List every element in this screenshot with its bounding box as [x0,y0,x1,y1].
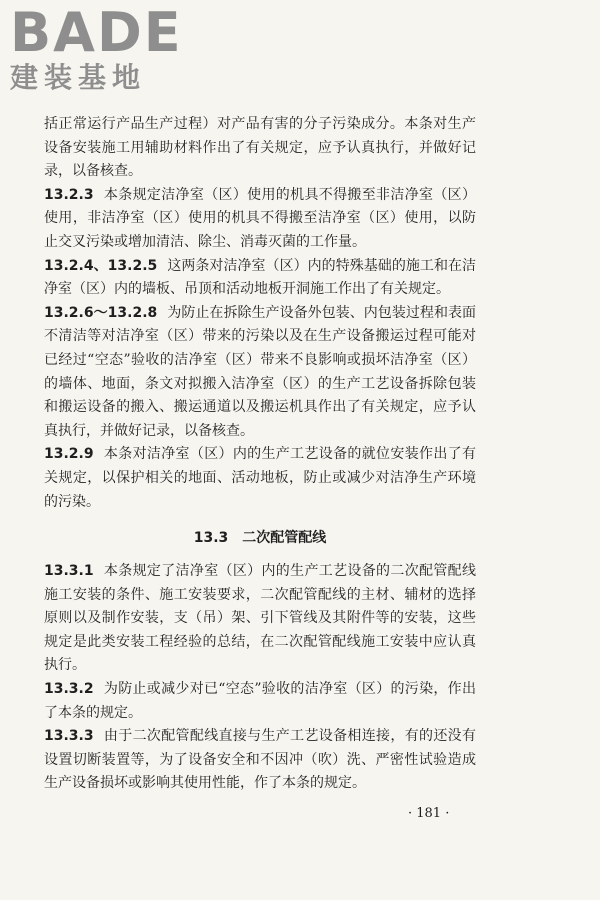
section-number: 13.3 [193,530,229,547]
paragraph-text: 这两条对洁净室（区）内的特殊基础的施工和在洁净室（区）内的墙板、吊顶和活动地板开洞施工作出了有关规定。 [44,257,477,298]
section-heading [44,526,476,550]
paragraph [44,678,476,725]
page-number: · 181 · [408,806,450,821]
logo [10,1,210,94]
clause-number: 13.3.1 [44,563,94,580]
paragraph-text: 为防止在拆除生产设备外包装、内包装过程和表面不清洁等对洁净室（区）带来的污染以及在生产设备搬运过程可能对已经过“空态”验收的洁净室（区）带来不良影响或损坏洁净室（区）的墙体、地面，条文对拟搬入洁净室（区）的生产工艺设备拆除包装和搬运设备的搬入、搬运通道以及搬运机具作出了有关规定，应予认真执行，并做好记录，以备核查。 [44,304,477,439]
clause-number: 13.2.3 [44,186,94,203]
paragraph [44,443,476,514]
paragraph [44,184,476,255]
clause-number: 13.2.9 [44,446,94,463]
paragraph [44,302,476,444]
paragraph-text: 括正常运行产品生产过程）对产品有害的分子污染成分。本条对生产设备安装施工用辅助材料作出了有关规定，应予认真执行，并做好记录，以备核查。 [44,116,476,180]
paragraph-text: 为防止或减少对已“空态”验收的洁净室（区）的污染，作出了本条的规定。 [44,681,476,721]
document-body [44,113,476,796]
paragraph-text: 本条规定洁净室（区）使用的机具不得搬至非洁净室（区）使用，非洁净室（区）使用的机具不得搬至洁净室（区）使用，以防止交叉污染或增加清洁、除尘、消毒灭菌的工作量。 [44,186,476,250]
clause-number: 13.3.2 [44,681,94,698]
section-title: 二次配管配线 [242,530,327,547]
clause-number: 13.2.4、13.2.5 [44,257,158,274]
paragraph [44,255,476,302]
paragraph [44,725,476,796]
paragraph [44,560,476,678]
clause-number: 13.3.3 [44,728,94,745]
paragraph [44,113,476,184]
paragraph-text: 本条对洁净室（区）内的生产工艺设备的就位安装作出了有关规定，以保护相关的地面、活动地板，防止或减少对洁净生产环境的污染。 [44,446,476,510]
logo-subtitle: 建装基地 [10,61,147,94]
logo-brand: BADE [10,1,183,64]
paragraph-text: 由于二次配管配线直接与生产工艺设备相连接，有的还没有设置切断装置等，为了设备安全和不因冲（吹）洗、严密性试验造成生产设备损坏或影响其使用性能，作了本条的规定。 [44,728,476,792]
clause-number: 13.2.6～13.2.8 [44,304,158,321]
paragraph-text: 本条规定了洁净室（区）内的生产工艺设备的二次配管配线施工安装的条件、施工安装要求，二次配管配线的主材、辅材的选择原则以及制作安装，支（吊）架、引下管线及其附件等的安装，这些规定是此类安装工程经验的总结，在二次配管配线施工安装中应认真执行。 [44,563,476,674]
